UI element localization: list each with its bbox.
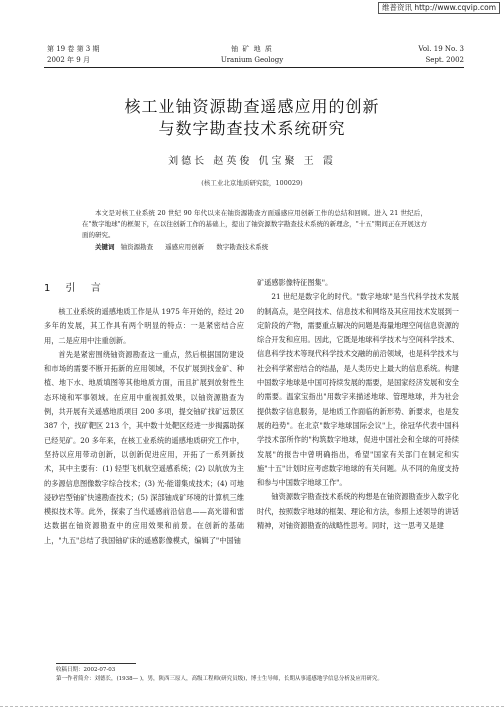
paragraph: 矿遥感影像特征图集"。 <box>257 278 333 287</box>
issue-volume: 第 19 卷 第 3 期 <box>47 45 100 53</box>
left-column <box>44 305 244 548</box>
footnote-rule <box>56 663 136 664</box>
journal-name-en: Uranium Geology <box>220 56 284 64</box>
footnote-author-bio: 第一作者简介：刘德长，(1938— )，男，陕西三原人，高级工程师(研究员级)，博士生导师，长期从事遥感地学信息分析及应用研究。 <box>56 676 383 682</box>
keywords-label: 关键词 <box>95 243 115 251</box>
issue-date: 2002 年 9 月 <box>47 56 90 64</box>
page-bottom-edge <box>0 706 504 708</box>
watermark-stamp: 维普资讯 http://www.cqvip.com <box>378 2 500 14</box>
affiliation: (核工业北京地质研究院，100029) <box>201 179 303 187</box>
right-column <box>257 276 459 533</box>
authors: 刘德长 赵英俊 仉宝聚 王 霞 <box>168 156 336 167</box>
paragraph: 21 世纪是数字化的时代。"数字地球"是当代科学技术发展的制高点，是空间技术、信息技术和网络及其应用技术发展到一定阶段的产物，需要重点解决的问题是海量地理空间信息资源的综合开发和应用。因此，它既是地球科学技术与空间科学技术、信息科学技术等现代科学技术交融的前沿领域，也是科学技术与社会科学紧密结合的结晶，是人类历史上最大的信息系统。构建中国数字地球是中国可持续发展的需要，是国家经济发展和安全的需要。温家宝指出"用数字来描述地球、管理地球，并为社会提供数字信息服务，是地质工作面临的新形势、新要求，也是发展的趋势"。在北京"数字地球国际会议"上，徐冠华代表中国科学技术部所作的"构筑数字地球，促进中国社会和全球的可持续发展"的报告中曾明确指出，希望"国家有关部门在制定和实施"十五"计划时应考虑数字地球的有关问题。从不同的角度支持和参与中国数字地球工作"。 <box>257 292 459 488</box>
header-rule <box>44 67 464 68</box>
paragraph: 首先是紧密围绕铀资源勘查这一重点，然后根据国防建设和市场的需要不断开拓新的应用领域，不仅扩展到找金矿、种植、地下水、地质填图等其他地质方面，而且扩展到放射性生态环境和军事领域。在应用中重视抓效果，以铀资源勘查为例，共开展有关遥感地质项目 200 多项，提交铀矿找矿远景区 387 个，找矿靶区 213 个，其中数十处靶区经进一步揭露助探已经见矿。20 多年来，在核工业系统的遥感地质研究工作中，坚持以应用带动创新，以创新促进应用，开拓了一系列新技术，其中主要有：(1) 轻型飞机航空遥感系统；(2) 以航放为主的多源信息图像数字综合技术；(3) 光-能谱集成技术；(4) 可地浸砂岩型铀矿快速勘查技术；(5) 深部铀成矿环境的计算机三维模拟技术等。此外，探索了当代遥感前沿信息——高光谱和雷达数据在铀资源勘查中的应用效果和前景。在创新的基础上，"九五"总结了我国铀矿床的遥感影像模式，编辑了"中国铀 <box>44 349 244 545</box>
article-title-line2: 与数字勘查技术系统研究 <box>158 119 346 138</box>
section-heading: 1 引 言 <box>44 283 107 294</box>
volume-en: Vol. 19 No. 3 <box>418 45 464 53</box>
keyword: 遥感应用创新 <box>165 243 205 251</box>
date-en: Sept. 2002 <box>425 56 464 64</box>
paragraph: 核工业系统的遥感地质工作是从 1975 年开始的，经过 20 多年的发展，其工作具有两个明显的特点：一是紧密结合应用，二是应用中注重创新。 <box>44 307 244 345</box>
abstract: 本文是对核工业系统 20 世纪 90 年代以来在铀资源勘查方面遥感应用创新工作的总结和回顾。进入 21 世纪后，在"数字地球"的框架下，在以往创新工作的基础上，提出了铀资源数字勘查技术系统的新理念，"十五"期间正在开展这方面的研究。 <box>82 209 427 239</box>
journal-name-cn: 铀 矿 地 质 <box>231 45 273 53</box>
keywords <box>95 242 425 253</box>
footnote-received: 收稿日期：2002-07-03 <box>56 667 116 673</box>
article-title-line1: 核工业铀资源勘查遥感应用的创新 <box>124 97 380 116</box>
keyword: 铀资源勘查 <box>120 243 154 251</box>
paragraph: 铀资源数字勘查技术系统的构想是在铀资源勘查步入数字化时代，按照数字地球的框架、理论和方法，参照上述领导的讲话精神，对铀资源勘查的战略性思考。同时，这一思考又是建 <box>257 492 459 531</box>
keyword: 数字勘查技术系统 <box>216 243 269 251</box>
